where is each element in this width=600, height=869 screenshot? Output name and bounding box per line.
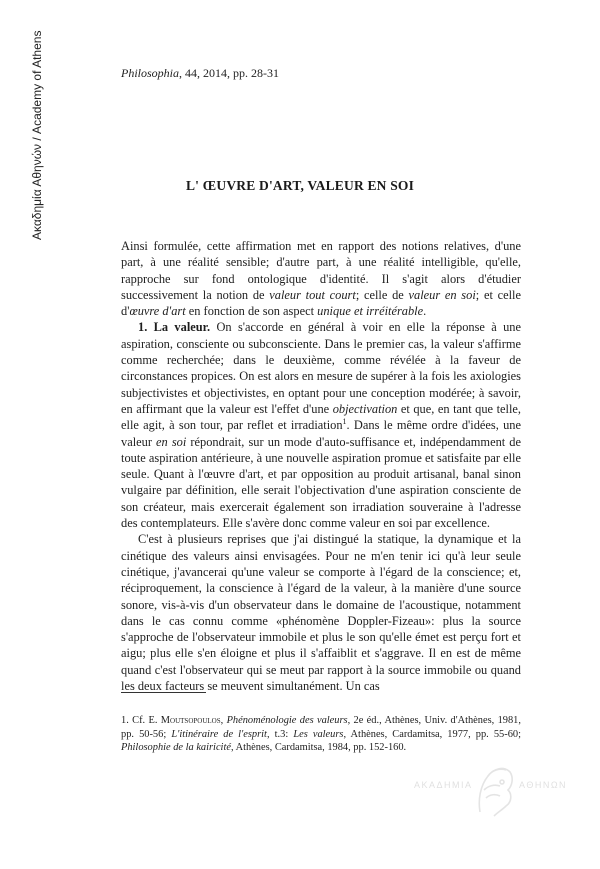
footnote-author: Moutsopoulos	[160, 715, 221, 726]
footnote-divider	[121, 692, 206, 693]
athena-head-icon	[472, 760, 518, 820]
journal-volume-pages: , 44, 2014, pp. 28-31	[179, 66, 280, 80]
paragraph-intro: Ainsi formulée, cette affirmation met en rapport des notions relatives, d'une part, à une réalité sensible; d'autre part, à une réalité intelligible, qu'elle, rapproche sur fond ontologique d'identité. Il s'agit alors d'étudier successivement la notion de valeur tout court; celle de valeur en soi; et celle d'œuvre d'art en fonction de son aspect unique et irréitérable.	[121, 239, 521, 319]
article-body	[121, 238, 521, 694]
archive-side-label: Ακαδημία Αθηνών / Academy of Athens	[30, 30, 44, 240]
watermark-text-left: ΑΚΑΔΗΜΙΑ	[414, 780, 473, 790]
watermark-text-right: ΑΘΗΝΩΝ	[519, 780, 568, 790]
section-heading: 1. La valeur.	[138, 320, 211, 335]
academy-watermark	[414, 760, 568, 820]
footnote: 1. Cf. E. Moutsopoulos, Phénoménologie des valeurs, 2e éd., Athènes, Univ. d'Athènes, 1981, pp. 50-56; L'itinéraire de l'esprit, t.3: Les valeurs, Athènes, Cardamitsa, 1977, pp. 55-60; Philosophie de la kairicité, Athènes, Cardamitsa, 1984, pp. 152-160.	[121, 715, 521, 754]
paragraph-la-valeur: 1. La valeur. On s'accorde en général à voir en elle la réponse à une aspiration, consciente ou subconsciente. Dans le premier cas, la valeur s'affirme comme recherchée; dans le deuxième, comme révélée à la faveur de circonstances propices. On est alors en mesure de supérer à la fois les axiologies subjectivistes et objectivistes, en optant pour une conception modérée; à savoir, en affirmant que la valeur est l'effet d'une objectivation et que, en tant que telle, elle agit, à son tour, par reflet et irradiation$^1$. Dans le même ordre d'idées, une valeur en soi répondrait, sur un mode d'auto-suffisance et, indépendamment de toute aspiration antérieure, à une nouvelle aspiration promue et satisfaite par elle seule. Quant à l'œuvre d'art, et par opposition au produit artisanal, banal sinon vulgaire par définition, elle serait l'objectivation d'une aspiration consciente de son créateur, mais exercerait également son irradiation souveraine à l'adresse des contemplateurs. Elle s'avère donc comme valeur en soi par excellence.	[121, 320, 521, 531]
paragraph-cinetique: C'est à plusieurs reprises que j'ai distingué la statique, la dynamique et la cinétique des valeurs ainsi envisagées. Pour ne m'en tenir ici qu'à leur seule cinétique, j'avancerai qu'une valeur se comporte à l'égard de la conscience; et, réciproquement, la conscience à l'égard de la valeur, à la manière d'une source sonore, vis-à-vis d'un observateur dans le domaine de l'acoustique, notamment dans le cas connu comme «phénomène Doppler-Fizeau»: plus la source s'approche de l'observateur immobile et plus le son qu'elle émet est perçu fort et aigu; plus elle s'en éloigne et plus il s'affaiblit et s'aggrave. Il en est de même quand c'est l'observateur qui se meut par rapport à la source immobile ou quand les deux facteurs se meuvent simultanément. Un cas	[121, 532, 521, 694]
journal-name: Philosophia	[121, 66, 180, 80]
journal-reference	[121, 66, 279, 81]
article-title: L' ŒUVRE D'ART, VALEUR EN SOI	[185, 178, 415, 193]
footnote-marker[interactable]: 1	[342, 417, 347, 427]
